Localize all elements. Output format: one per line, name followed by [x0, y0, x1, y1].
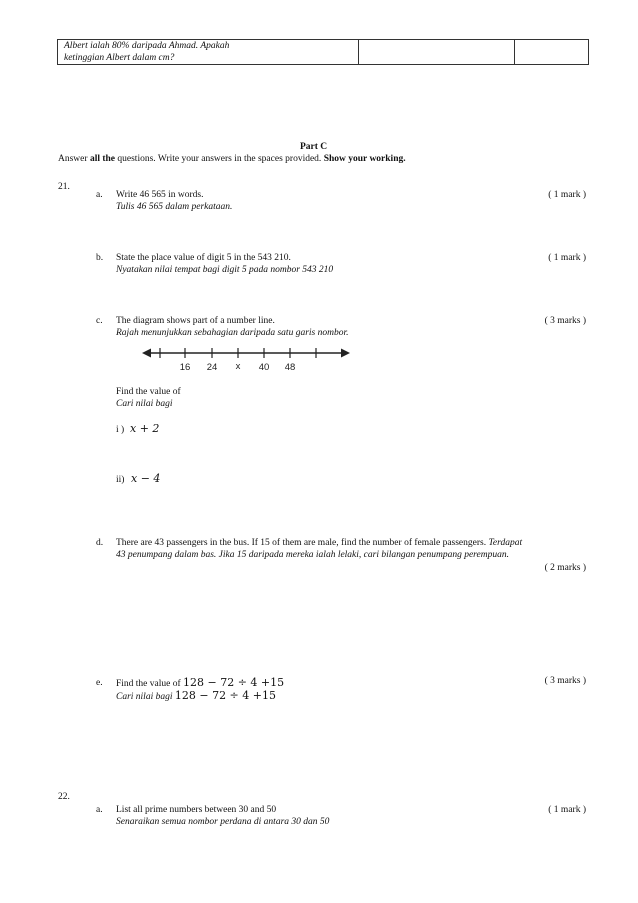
q21c-ii-expression: x − 4 [131, 472, 161, 485]
q21c-english: The diagram shows part of a number line. [116, 316, 275, 326]
number-line-label: 16 [179, 362, 191, 373]
q21a-malay: Tulis 46 565 dalam perkataan. [116, 202, 233, 212]
q22a-malay: Senaraikan semua nombor perdana di antara 30 dan 50 [116, 817, 330, 827]
q21d-english-line [116, 537, 522, 549]
q21d-marks: ( 2 marks ) [544, 563, 586, 573]
part-title: Part C [300, 142, 328, 152]
question-cell [58, 40, 359, 65]
q21c-malay: Rajah menunjukkan sebahagian daripada satu garis nombor. [116, 328, 349, 338]
question-line-1: Albert ialah 80% daripada Ahmad. Apakah [64, 41, 230, 51]
q21e-english: Find the value of [116, 679, 181, 689]
q21c-i-label: i ) [116, 425, 125, 435]
number-line [140, 343, 352, 375]
q21c-find-malay: Cari nilai bagi [116, 399, 173, 409]
q21e-expression-malay: 128 − 72 ÷ 4 +15 [174, 689, 276, 702]
answer-table [57, 39, 589, 65]
question-22-number: 22. [58, 792, 70, 802]
number-line-label: 48 [284, 362, 296, 373]
q22a-marks: ( 1 mark ) [548, 805, 586, 815]
q21e-expression: 128 − 72 ÷ 4 +15 [183, 676, 285, 689]
q21a-english: Write 46 565 in words. [116, 190, 204, 200]
q21c-ii-label: ii) [116, 475, 125, 485]
q22a-letter: a. [96, 805, 103, 815]
left-arrow-icon [142, 349, 151, 358]
q21e-malay: Cari nilai bagi [116, 692, 173, 702]
answer-cell[interactable] [359, 40, 515, 65]
right-arrow-icon [341, 349, 350, 358]
q21e-marks: ( 3 marks ) [544, 676, 586, 686]
q21d-malay: 43 penumpang dalam bas. Jika 15 daripada mereka ialah lelaki, cari bilangan penumpang perempuan. [116, 550, 509, 560]
instructions-mid: questions. Write your answers in the spaces provided. [115, 154, 324, 164]
q21b-malay: Nyatakan nilai tempat bagi digit 5 pada nombor 543 210 [116, 265, 334, 275]
question-line-2: ketinggian Albert dalam cm? [64, 53, 175, 63]
q21d-letter: d. [96, 538, 104, 548]
question-21-number: 21. [58, 182, 70, 192]
q21e-letter: e. [96, 678, 103, 688]
q21c-find-english: Find the value of [116, 387, 181, 397]
number-line-label: 40 [258, 362, 270, 373]
q21a-letter: a. [96, 190, 103, 200]
q21b-marks: ( 1 mark ) [548, 253, 586, 263]
q21e-malay-line [116, 690, 276, 703]
q21d-english: There are 43 passengers in the bus. If 15 of them are male, find the number of female passengers. [116, 538, 487, 548]
q21b-english: State the place value of digit 5 in the 543 210. [116, 253, 291, 263]
number-line-label-x: x [235, 361, 241, 372]
instructions-bold-working: Show your working. [323, 154, 406, 164]
q21c-marks: ( 3 marks ) [544, 316, 586, 326]
q21b-letter: b. [96, 253, 104, 263]
q21c-i-expression: x + 2 [130, 422, 160, 435]
marks-cell[interactable] [515, 40, 589, 65]
q22a-english: List all prime numbers between 30 and 50 [116, 805, 277, 815]
q21d-malay-start: Terdapat [488, 538, 523, 548]
instructions [58, 153, 406, 165]
number-line-label: 24 [206, 362, 218, 373]
instructions-bold-all: all the [89, 154, 116, 164]
instructions-pre: Answer [58, 154, 90, 164]
q21a-marks: ( 1 mark ) [548, 190, 586, 200]
q21c-letter: c. [96, 316, 103, 326]
